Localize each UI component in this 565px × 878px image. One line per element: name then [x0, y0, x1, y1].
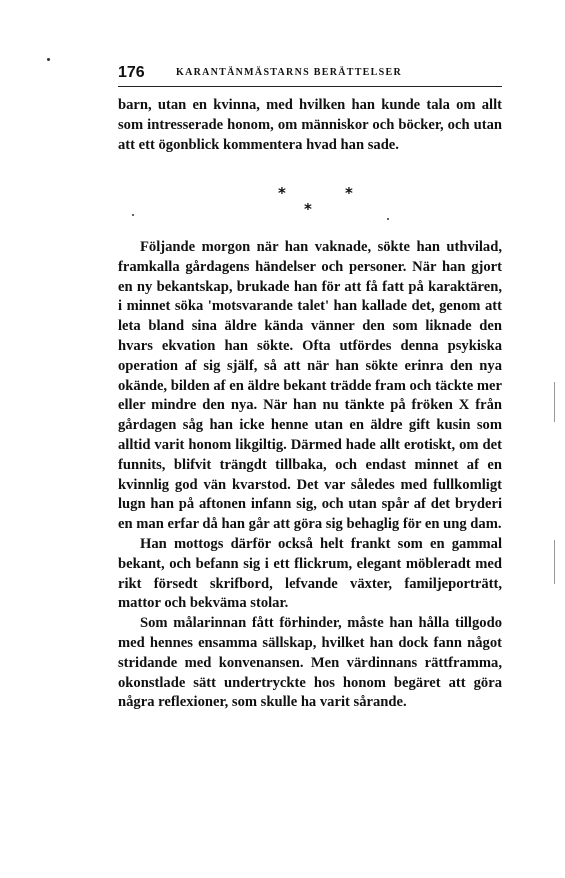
margin-line-mark: [554, 382, 555, 422]
flyspeck-mark: [387, 218, 389, 220]
section-break-star: *: [278, 184, 286, 202]
section-break-star: *: [345, 184, 353, 202]
page-number: 176: [118, 64, 145, 81]
running-head: KARANTÄNMÄSTARNS BERÄTTELSER: [176, 67, 402, 78]
text-block-main: [118, 238, 502, 713]
text-block-top: [118, 96, 502, 155]
paragraph-continued: barn, utan en kvinna, med hvilken han kunde tala om allt som intresserade honom, om människor och böcker, och utan att ett ögonblick kommentera hvad han sade.: [118, 97, 502, 153]
paragraph: Han mottogs därför också helt frankt som en gammal bekant, och befann sig i ett flickrum, elegant möbleradt med rikt försedt skrifbord, lefvande växter, familjeporträtt, mattor och bekväma stolar.: [118, 535, 502, 612]
margin-line-mark: [554, 540, 555, 584]
paragraph: Som målarinnan fått förhinder, måste han hålla tillgodo med hennes ensamma sällskap, hvilket han dock fann något stridande med konvenansen. Men värdinnans rättframma, okonstlade sätt undertryckte hos honom begäret att göra några reflexioner, som skulle ha varit sårande.: [118, 615, 502, 711]
paragraph: Följande morgon när han vaknade, sökte han uthvilad, framkalla gårdagens händelser och personer. När han gjort en ny bekantskap, brukade han för att få fatt på karaktären, i minnet söka 'motsvarande talet' han kallade det, genom att leta bland sina äldre kända vänner den som liknade den hvars ekvation han sökte. Ofta utfördes denna psykiska operation af sig själf, så att när han sökte erinra den nya okände, bilden af en äldre bekant trädde fram och täckte mer eller mindre den nya. När han nu tänkte på fröken X från gårdagen såg han icke henne utan en äldre gift kusin som alltid varit honom likgiltig. Därmed hade allt erotiskt, om det funnits, blifvit trängdt tillbaka, och endast minnet af en kvinnlig god vän kvarstod. Det var således med fullkomligt lugn han på aftonen infann sig, och utan spår af det bryderi en man erfar då han går att göra sig behaglig för en ung dam.: [118, 239, 502, 533]
section-break-star: *: [304, 200, 312, 218]
flyspeck-mark: [47, 58, 50, 61]
flyspeck-mark: [132, 214, 134, 216]
page-header: [118, 64, 502, 87]
